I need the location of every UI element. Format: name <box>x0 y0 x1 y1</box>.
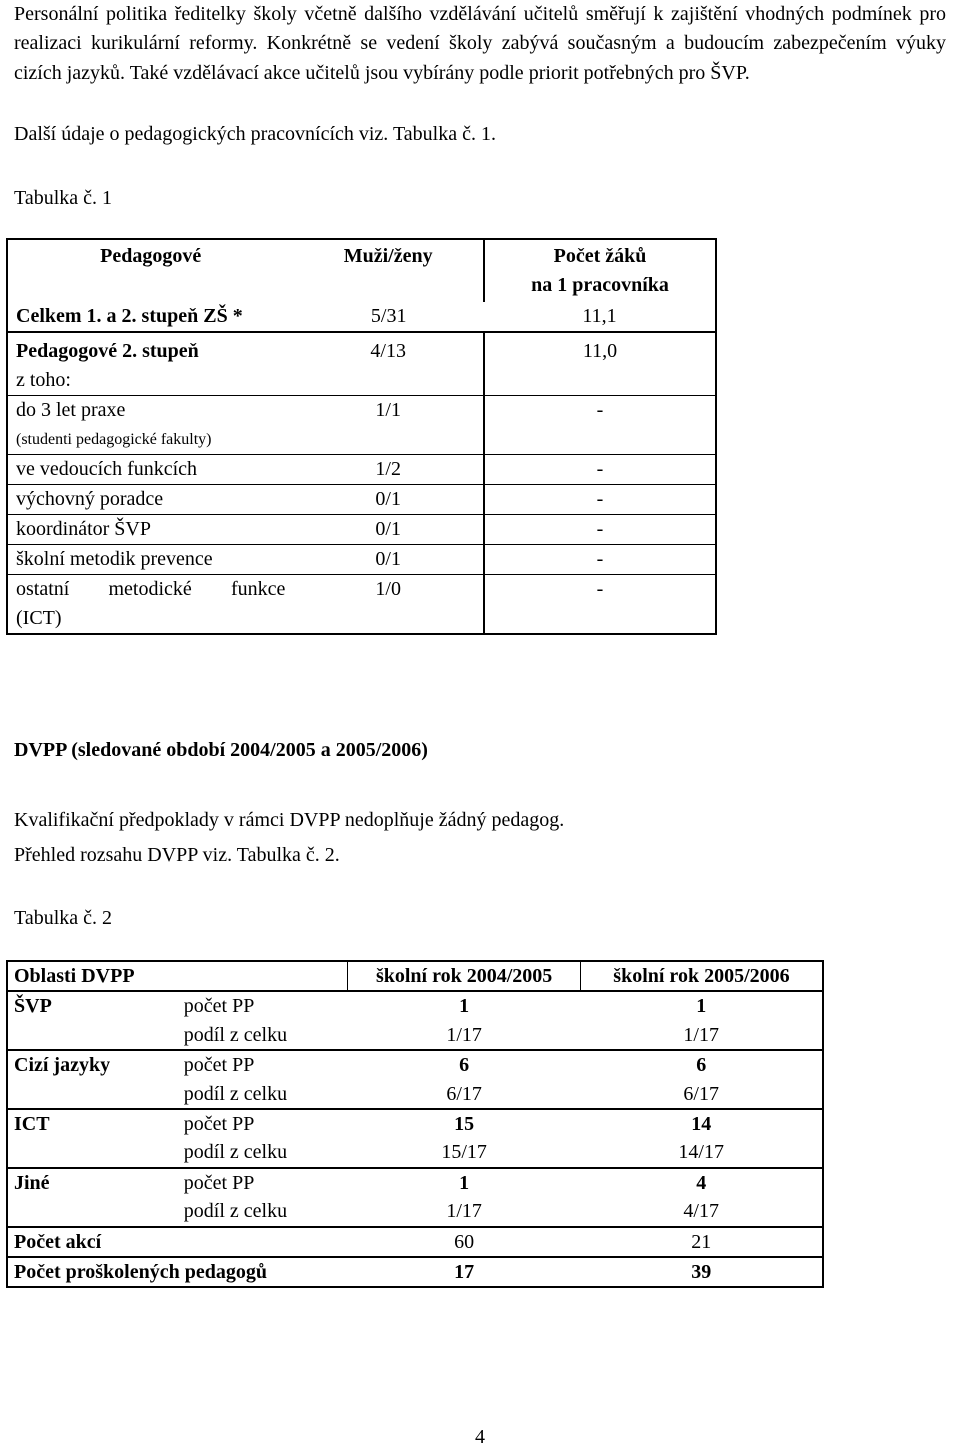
table2-cell-year2: 1 <box>580 991 823 1020</box>
table1-cell-label: Celkem 1. a 2. stupeň ZŠ * <box>7 302 293 332</box>
table1-cell-label: Pedagogové 2. stupeň <box>7 332 293 366</box>
table-row <box>7 575 716 605</box>
table2-header-year1: školní rok 2004/2005 <box>348 961 581 991</box>
table2-header-year2: školní rok 2005/2006 <box>580 961 823 991</box>
intro-paragraph: Personální politika ředitelky školy včetně dalšího vzdělávání učitelů směřují k zajištění vhodných podmínek pro realizaci kurikulární reformy. Konkrétně se vedení školy zabývá současným a budoucím zabezpečením výuky cizích jazyků. Také vzdělávací akce učitelů jsou vybírány podle priorit potřebných pro ŠVP. <box>14 3 946 84</box>
table2-cell-year2: 14 <box>580 1109 823 1138</box>
table1-cell-mw: 1/1 <box>293 396 484 426</box>
table2-cell-year1: 6 <box>348 1050 581 1079</box>
table2-cell-area: ICT <box>7 1109 178 1138</box>
table1-header-pupils-line1: Počet žáků <box>553 245 647 267</box>
table2-cell-year1: 1/17 <box>446 1200 482 1223</box>
table1-cell-mw: 0/1 <box>293 545 484 575</box>
table1-cell-label: do 3 let praxe <box>7 396 293 426</box>
table2-cell-year1: 15/17 <box>441 1141 487 1164</box>
table-pedagogues <box>6 238 717 635</box>
table1-cell-mw: 4/13 <box>293 332 484 366</box>
table1-cell-label: z toho: <box>7 366 293 396</box>
table-row <box>7 396 716 426</box>
table2-cell-metric: podíl z celku <box>183 1141 288 1164</box>
table2-total-actions-row <box>7 1227 823 1257</box>
table2-cell-metric: počet PP <box>178 1168 348 1197</box>
table2-cell-year1: 1 <box>348 991 581 1020</box>
table2-cell-year2: 4 <box>580 1168 823 1197</box>
dvpp-text-1: Kvalifikační předpoklady v rámci DVPP nedoplňuje žádný pedagog. <box>14 809 565 831</box>
table1-cell-ratio <box>484 366 716 396</box>
page-number: 4 <box>475 1426 485 1448</box>
table1-cell-label: koordinátor ŠVP <box>7 515 293 545</box>
table2-cell-metric: počet PP <box>178 991 348 1020</box>
table2-header-area: Oblasti DVPP <box>7 961 348 991</box>
table-row <box>7 332 716 366</box>
table2-trained-label: Počet proškolených pedagogů <box>7 1257 348 1287</box>
table2-cell-area <box>7 1197 178 1226</box>
table2-cell-metric: podíl z celku <box>183 1200 288 1223</box>
table1-cell-label: školní metodik prevence <box>7 545 293 575</box>
table-row <box>7 1021 823 1050</box>
table-row <box>7 455 716 485</box>
table1-cell-ratio: - <box>484 545 716 575</box>
table2-total-actions-label: Počet akcí <box>7 1227 348 1257</box>
table2-trained-year2: 39 <box>580 1257 823 1287</box>
table1-cell-mw: 1/2 <box>293 455 484 485</box>
table-row <box>7 1080 823 1109</box>
table1-header-pedagogues: Pedagogové <box>7 239 293 302</box>
table2-header-row <box>7 961 823 991</box>
table2-cell-year2: 1/17 <box>580 1021 823 1050</box>
table1-cell-ratio: 11,1 <box>484 302 716 332</box>
table2-total-actions-year2: 21 <box>580 1227 823 1257</box>
table1-cell-label: (studenti pedagogické fakulty) <box>7 425 293 455</box>
table-row <box>7 515 716 545</box>
table1-cell-mw: 0/1 <box>293 515 484 545</box>
table1-cell-ratio: 11,0 <box>484 332 716 366</box>
table1-header-row <box>7 239 716 302</box>
table1-cell-label: výchovný poradce <box>7 485 293 515</box>
dvpp-text-2: Přehled rozsahu DVPP viz. Tabulka č. 2. <box>14 844 340 866</box>
table1-cell-ratio <box>484 604 716 634</box>
table2-cell-area: ŠVP <box>7 991 178 1020</box>
table2-cell-year2: 6 <box>580 1050 823 1079</box>
table2-cell-area <box>7 1138 178 1167</box>
table2-cell-metric: podíl z celku <box>183 1023 288 1046</box>
table2-cell-area <box>7 1021 178 1050</box>
table2-cell-metric: podíl z celku <box>183 1082 288 1105</box>
table2-cell-metric: počet PP <box>178 1109 348 1138</box>
table2-total-actions-year1: 60 <box>348 1227 581 1257</box>
table1-cell-ratio <box>484 425 716 455</box>
table2-cell-year2: 6/17 <box>580 1080 823 1109</box>
table-row <box>7 366 716 396</box>
table1-header-pupils <box>484 239 716 302</box>
table1-cell-ratio: - <box>484 396 716 426</box>
table2-cell-year2: 4/17 <box>580 1197 823 1226</box>
table1-cell-ratio: - <box>484 515 716 545</box>
table1-cell-mw <box>293 604 484 634</box>
table1-cell-mw: 1/0 <box>293 575 484 605</box>
table2-trained-year1: 17 <box>348 1257 581 1287</box>
table-row <box>7 1050 823 1079</box>
table1-cell-ratio: - <box>484 575 716 605</box>
table2-trained-row <box>7 1257 823 1287</box>
table1-cell-mw: 0/1 <box>293 485 484 515</box>
table-row <box>7 1109 823 1138</box>
table1-cell-ratio: - <box>484 485 716 515</box>
table2-cell-year1: 1 <box>348 1168 581 1197</box>
table1-cell-mw <box>293 425 484 455</box>
table2-cell-area <box>7 1080 178 1109</box>
table2-cell-year2: 14/17 <box>580 1138 823 1167</box>
table-row <box>7 485 716 515</box>
table-dvpp <box>6 960 824 1288</box>
table1-cell-mw: 5/31 <box>293 302 484 332</box>
table1-cell-label: ostatní metodické funkce <box>7 575 293 605</box>
table-row <box>7 1197 823 1226</box>
table-row <box>7 991 823 1020</box>
table1-cell-ratio: - <box>484 455 716 485</box>
table1-caption: Tabulka č. 1 <box>14 187 113 209</box>
table-row <box>7 604 716 634</box>
table1-header-men-women: Muži/ženy <box>293 239 484 302</box>
intro-reference: Další údaje o pedagogických pracovnících viz. Tabulka č. 1. <box>14 123 496 145</box>
table2-caption: Tabulka č. 2 <box>14 907 113 929</box>
dvpp-heading: DVPP (sledované období 2004/2005 a 2005/2006) <box>14 739 428 761</box>
table1-cell-mw <box>293 366 484 396</box>
table1-cell-label: ve vedoucích funkcích <box>7 455 293 485</box>
table1-cell-label: (ICT) <box>7 604 293 634</box>
table2-cell-area: Cizí jazyky <box>7 1050 178 1079</box>
table2-cell-year1: 15 <box>348 1109 581 1138</box>
table2-cell-year1: 1/17 <box>446 1023 482 1046</box>
table2-cell-area: Jiné <box>7 1168 178 1197</box>
table1-header-pupils-line2: na 1 pracovníka <box>531 274 669 296</box>
table-row <box>7 425 716 455</box>
table-row <box>7 302 716 332</box>
table2-cell-metric: počet PP <box>178 1050 348 1079</box>
table-row <box>7 545 716 575</box>
table2-cell-year1: 6/17 <box>446 1082 482 1105</box>
table-row <box>7 1168 823 1197</box>
table-row <box>7 1138 823 1167</box>
